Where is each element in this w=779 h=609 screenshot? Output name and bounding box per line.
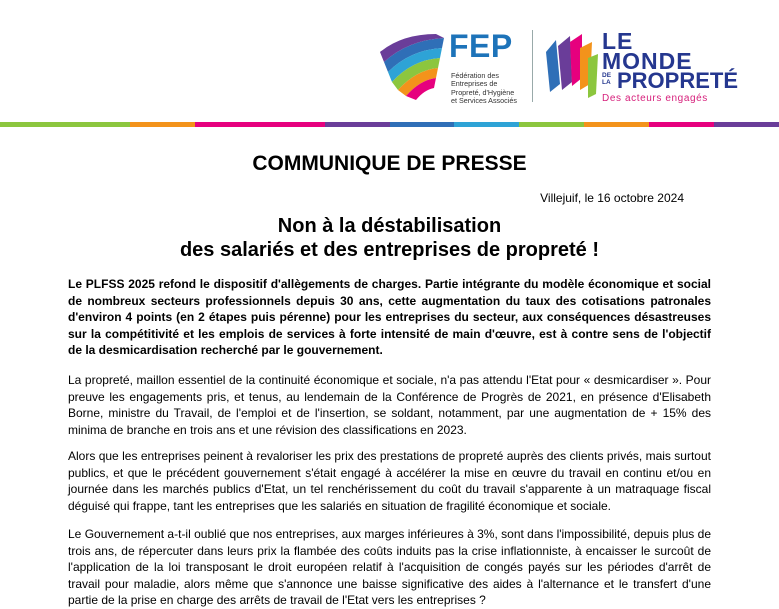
lmp-title-le: LE [602,28,634,54]
headline-line: des salariés et des entreprises de propreté ! [179,239,600,261]
color-bar-segment [195,122,260,127]
lmp-title-de-la: DE LA [602,72,612,86]
dateline: Villejuif, le 16 octobre 2024 [540,191,684,205]
color-bar-segment [714,122,779,127]
headline-line: Non à la déstabilisation [277,215,502,237]
color-bar-segment [390,122,455,127]
fep-subtitle-line: Entreprises de [451,79,498,89]
body-paragraph: La propreté, maillon essentiel de la continuité économique et sociale, n'a pas attendu l'Etat pour « desmicardiser ». Pour preuve les engagements pris, et tenus, au lendemain de la Conférence de Progrès de 2021, en présence d'Elisabeth Borne, ministre du Travail, de l'emploi et de l'insertion, se soldant, notamment, par une augmentation de + 15% des minima de branche en trois ans et une révision des classifications en 2023. [68,373,711,437]
lmp-tagline: Des acteurs engagés [602,93,708,104]
fep-logo [378,28,523,108]
color-bar-segment [325,122,390,127]
fep-swoosh-icon [378,32,448,102]
fep-subtitle-line: Propreté, d'Hygiène [451,87,515,97]
color-bar-segment [260,122,325,127]
lead-paragraph: Le PLFSS 2025 refond le dispositif d'allègements de charges. Partie intégrante du modèle économique et social de nombreux secteurs professionnels depuis 30 ans, cette augmentation du taux des cotisations patronales d'environ 4 points (en 2 étapes puis pérenne) pour les entreprises du secteur, aux conséquences désastreuses sur la compétitivité et les emplois de services à forte intensité de main d'œuvre, est à contre sens de l'objectif de la desmicardisation recherché par le gouvernement. [68,277,711,358]
le-monde-de-la-proprete-logo [540,26,739,108]
lmp-brush-icon [542,32,600,102]
color-bar-segment [0,122,65,127]
color-bar-segment [519,122,584,127]
fep-name: FEP [449,28,513,64]
lmp-title-monde: MONDE [602,48,693,74]
headline [0,214,779,262]
lmp-title-proprete: PROPRETÉ [617,68,739,93]
logo-divider [532,30,533,102]
body-paragraph: Alors que les entreprises peinent à revaloriser les prix des prestations de propreté auprès des clients privés, mais surtout publics, et que le précédent gouvernement s'était engagé à accélérer la mise en œuvre du travail en continu et/ou en journée dans les marchés publics d'Etat, un tel renchérissement du coût du travail s'apparente à un matraquage fiscal déguisé qui frappe, tant les entreprises que les salariés en situation de fragilité économique et sociale. [68,449,711,513]
fep-subtitle-line: et Services Associés [451,96,517,106]
fep-subtitle [451,72,526,106]
color-bar-segment [649,122,714,127]
color-bar-segment [130,122,195,127]
color-bar-segment [454,122,519,127]
color-bar [0,122,779,127]
document-title: COMMUNIQUE DE PRESSE [252,152,527,175]
color-bar-segment [65,122,130,127]
color-bar-segment [584,122,649,127]
fep-subtitle-line: Fédération des [451,71,499,80]
body-paragraph: Le Gouvernement a-t-il oublié que nos entreprises, aux marges inférieures à 3%, sont dans l'impossibilité, depuis plus de trois ans, de répercuter dans leurs prix la flambée des coûts induits pas la crise inflationniste, à encaisser le surcoût de l'application de la loi transposant le droit européen relatif à l'acquisition de congés payés sur les périodes d'arrêt de travail pour maladie, alors même que s'annonce une baisse significative des aides à l'alternance et le transfert d'une partie de la prise en charge des arrêts de travail de l'Etat vers les entreprises ? [68,527,711,608]
